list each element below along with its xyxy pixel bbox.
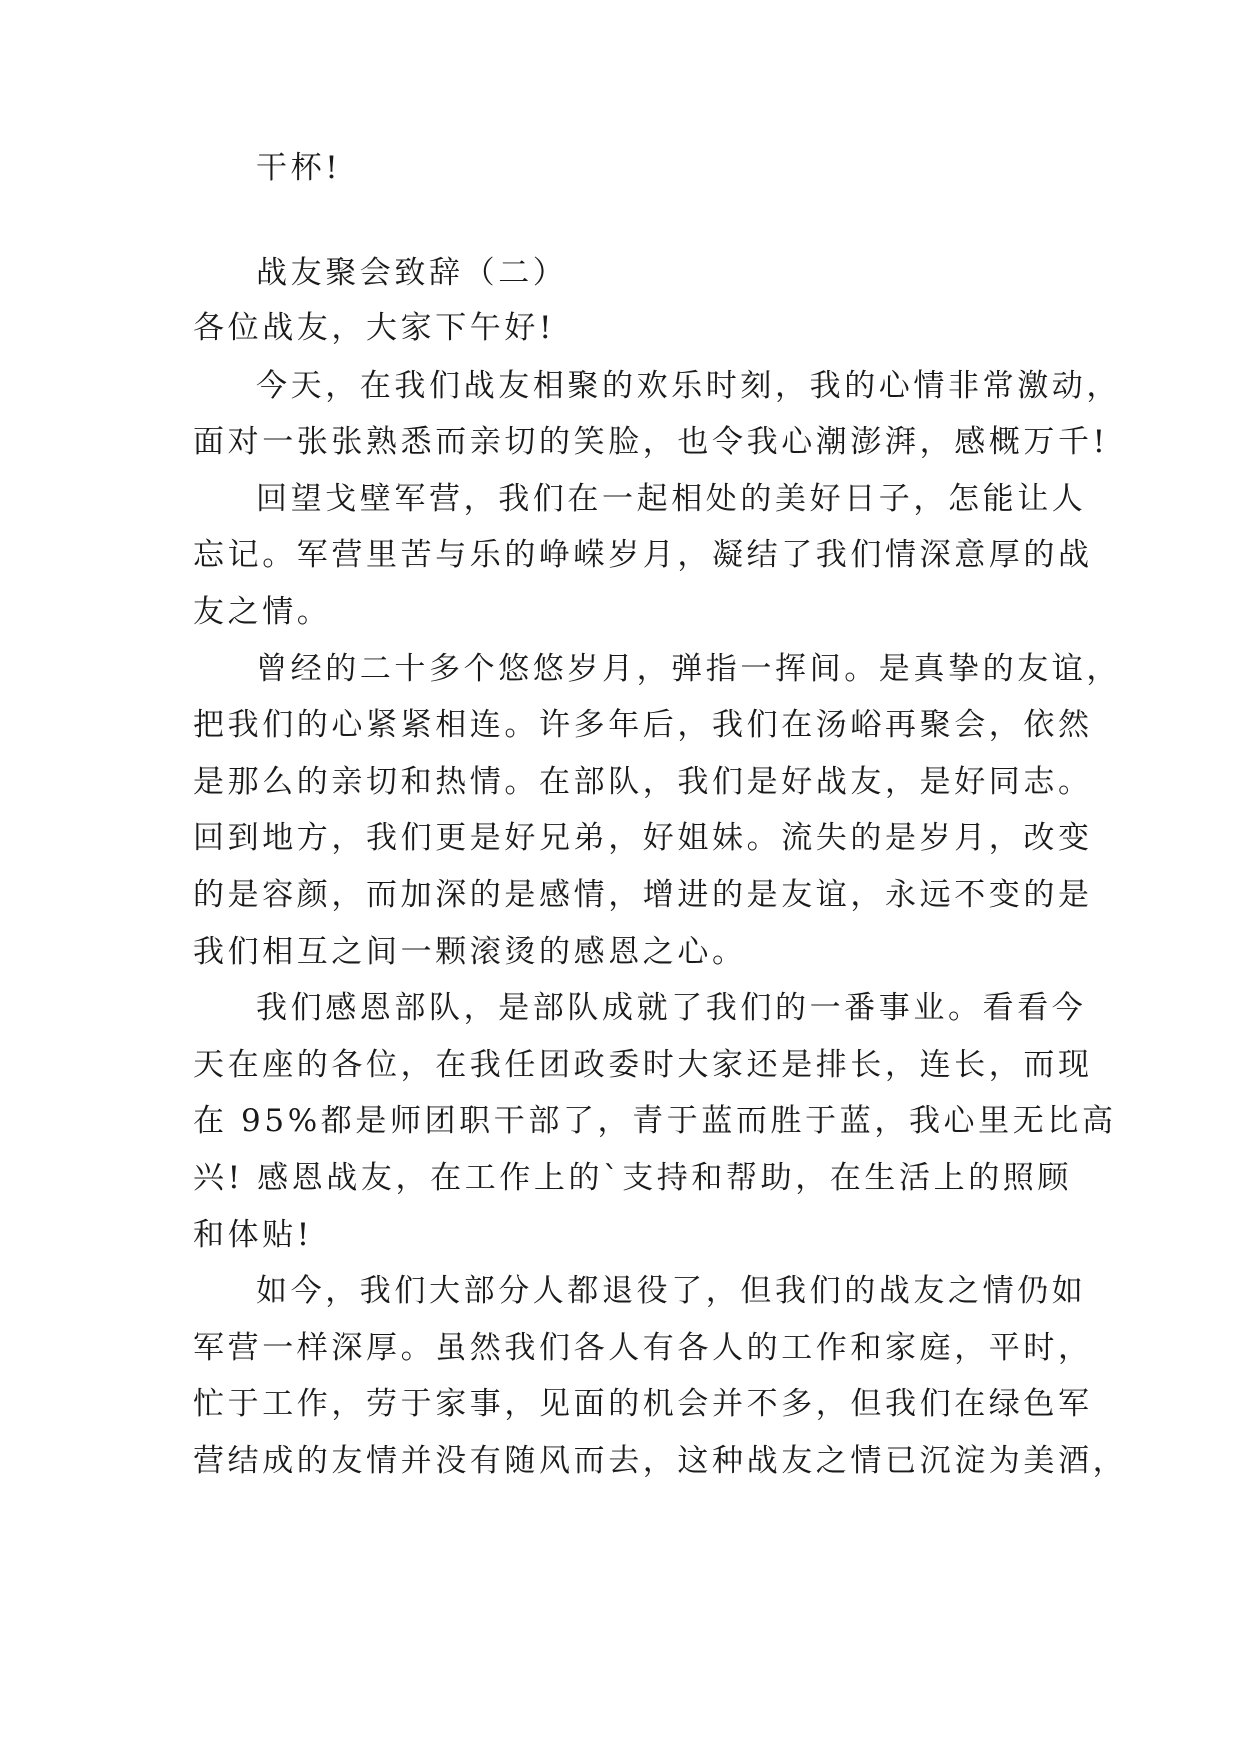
salutation: 各位战友，大家下午好! bbox=[193, 310, 556, 346]
paragraph-line: 我们感恩部队，是部队成就了我们的一番事业。看看今 bbox=[256, 990, 1087, 1026]
paragraph-line: 今天，在我们战友相聚的欢乐时刻，我的心情非常激动， bbox=[256, 368, 1121, 404]
section-title: 战友聚会致辞（二） bbox=[256, 255, 568, 291]
paragraph-line: 忙于工作，劳于家事，见面的机会并不多，但我们在绿色军 bbox=[193, 1386, 1093, 1422]
paragraph-line: 军营一样深厚。虽然我们各人有各人的工作和家庭，平时， bbox=[193, 1330, 1093, 1366]
paragraph-line: 营结成的友情并没有随风而去，这种战友之情已沉淀为美酒， bbox=[193, 1443, 1128, 1479]
paragraph-line: 天在座的各位，在我任团政委时大家还是排长，连长，而现 bbox=[193, 1047, 1093, 1083]
paragraph-line: 面对一张张熟悉而亲切的笑脸，也令我心潮澎湃，感概万千! bbox=[193, 424, 1109, 460]
paragraph-line: 把我们的心紧紧相连。许多年后，我们在汤峪再聚会，依然 bbox=[193, 707, 1093, 743]
paragraph-line: 是那么的亲切和热情。在部队，我们是好战友，是好同志。 bbox=[193, 764, 1093, 800]
paragraph-line: 友之情。 bbox=[193, 594, 332, 630]
paragraph-line: 忘记。军营里苦与乐的峥嵘岁月，凝结了我们情深意厚的战 bbox=[193, 537, 1093, 573]
paragraph-line: 如今，我们大部分人都退役了，但我们的战友之情仍如 bbox=[256, 1273, 1087, 1309]
paragraph-line: 曾经的二十多个悠悠岁月，弹指一挥间。是真挚的友谊， bbox=[256, 651, 1121, 687]
paragraph-line: 在 95%都是师团职干部了，青于蓝而胜于蓝，我心里无比高 bbox=[193, 1103, 1117, 1139]
paragraph-line: 回望戈壁军营，我们在一起相处的美好日子，怎能让人 bbox=[256, 481, 1087, 517]
paragraph-line: 我们相互之间一颗滚烫的感恩之心。 bbox=[193, 934, 747, 970]
paragraph-line: 的是容颜，而加深的是感情，增进的是友谊，永远不变的是 bbox=[193, 877, 1093, 913]
text-line-cheers: 干杯! bbox=[256, 150, 342, 186]
paragraph-line: 和体贴! bbox=[193, 1217, 313, 1253]
paragraph-line: 回到地方，我们更是好兄弟，好姐妹。流失的是岁月，改变 bbox=[193, 820, 1093, 856]
paragraph-line: 兴! 感恩战友，在工作上的`支持和帮助，在生活上的照顾 bbox=[193, 1160, 1073, 1196]
